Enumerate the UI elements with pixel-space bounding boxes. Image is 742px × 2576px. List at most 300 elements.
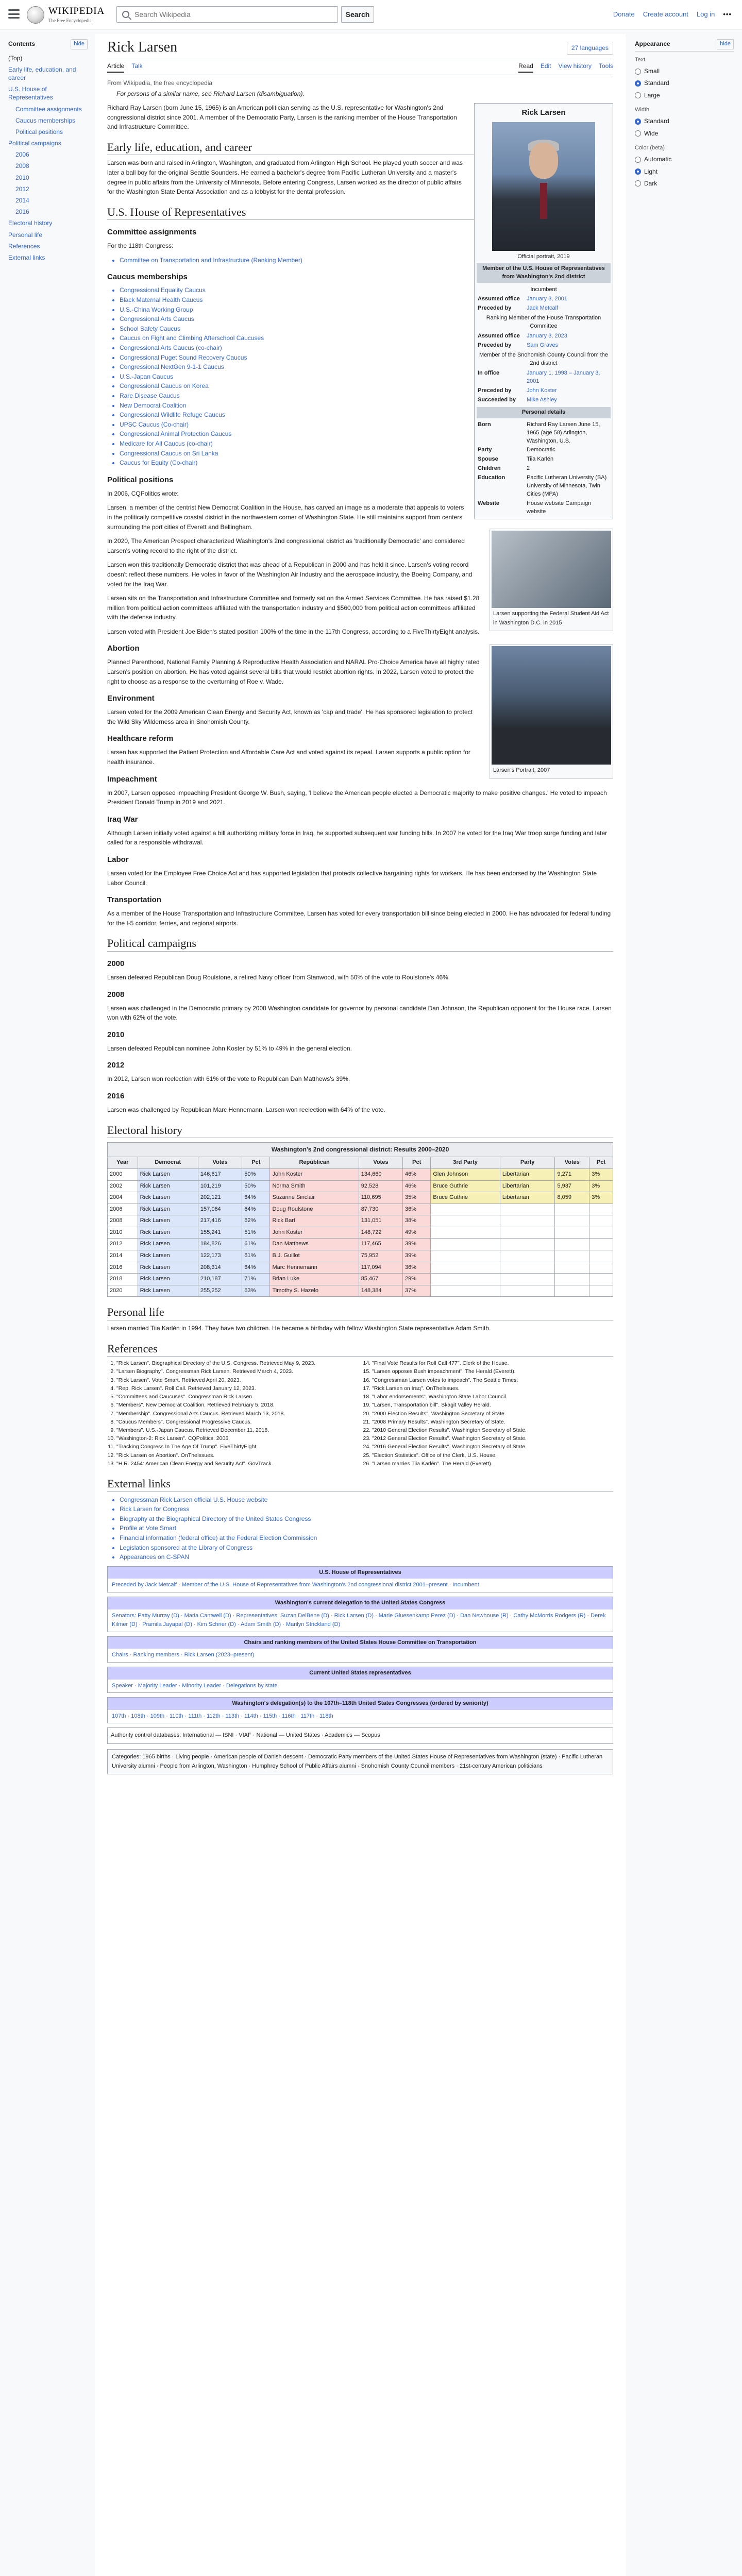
- portrait-thumbnail[interactable]: [490, 644, 613, 779]
- section-electoral-history: Electoral history: [107, 1123, 613, 1139]
- navbox-title[interactable]: U.S. House of Representatives: [108, 1567, 613, 1579]
- search-button[interactable]: Search: [341, 6, 374, 23]
- table-cell: [589, 1215, 613, 1227]
- table-cell: 39%: [403, 1239, 431, 1250]
- caucus-item[interactable]: • Congressional Caucus on Sri Lanka: [120, 449, 613, 459]
- table-row: [108, 1250, 613, 1262]
- reference-item[interactable]: 4. "Rep. Rick Larsen". Roll Call. Retrieved January 12, 2023.: [116, 1385, 358, 1393]
- caucus-item[interactable]: • Rare Disease Caucus: [120, 391, 613, 401]
- table-cell: 255,252: [198, 1285, 242, 1297]
- subsection-2000: 2000: [107, 959, 125, 968]
- caucus-item[interactable]: • Congressional Puget Sound Recovery Caucus: [120, 353, 613, 363]
- caucus-item[interactable]: • New Democrat Coalition: [120, 401, 613, 411]
- infobox-key: Education: [478, 474, 505, 481]
- reference-item[interactable]: 7. "Membership". Congressional Arts Caucus. Retrieved March 13, 2018.: [116, 1410, 358, 1418]
- toc-item[interactable]: References: [8, 242, 40, 250]
- table-cell[interactable]: [431, 1215, 500, 1227]
- reference-item[interactable]: 23. "2012 General Election Results". Washington Secretary of State.: [372, 1435, 613, 1443]
- table-cell: 217,416: [198, 1215, 242, 1227]
- external-link[interactable]: • Financial information (federal office) at the Federal Election Commission: [120, 1533, 613, 1543]
- infobox-value[interactable]: John Koster: [527, 387, 557, 394]
- external-links-list: [120, 1495, 613, 1562]
- table-of-contents: [8, 39, 88, 263]
- table-cell[interactable]: John Koster: [270, 1168, 359, 1180]
- caucus-item[interactable]: • Congressional Animal Protection Caucus: [120, 429, 613, 439]
- categories-box[interactable]: Categories: 1965 births · Living people · American people of Danish descent · Democratic Party members of the United States House of Representatives from Washington (state) · Pacific Lutheran University alumni · People from Arlington, Washington · Humphrey School of Public Affairs alumni · Snohomish County Council members · 21st-century American politicians: [107, 1749, 613, 1774]
- toc-item[interactable]: Early life, education, and career: [8, 65, 76, 81]
- subsection-positions: Political positions: [107, 475, 174, 484]
- infobox-office-rows: [477, 285, 611, 405]
- infobox-value[interactable]: January 3, 2001: [527, 296, 567, 302]
- table-cell[interactable]: Rick Larsen: [138, 1192, 198, 1204]
- table-cell[interactable]: [431, 1250, 500, 1262]
- toc-item[interactable]: Caucus memberships: [15, 116, 76, 124]
- subsection-caucuses: Caucus memberships: [107, 273, 188, 282]
- appearance-hide-button[interactable]: hide: [717, 39, 734, 49]
- table-cell[interactable]: Timothy S. Hazelo: [270, 1285, 359, 1297]
- infobox-key: Assumed office: [478, 333, 520, 340]
- caucus-item[interactable]: • Medicare for All Caucus (co-chair): [120, 439, 613, 449]
- caucus-item[interactable]: • Congressional NextGen 9-1-1 Caucus: [120, 362, 613, 372]
- radio-button[interactable]: [635, 80, 641, 87]
- table-cell[interactable]: Bruce Guthrie: [431, 1180, 500, 1192]
- tab-read[interactable]: Read: [518, 61, 533, 72]
- reference-item[interactable]: 26. "Larsen marries Tiia Karlén". The Herald (Everett).: [372, 1460, 613, 1468]
- toc-item[interactable]: 2016: [15, 208, 29, 216]
- caucus-item[interactable]: • School Safety Caucus: [120, 324, 613, 334]
- color-options: [635, 154, 734, 190]
- caucus-item[interactable]: • Congressional Arts Caucus (co-chair): [120, 343, 613, 353]
- toc-item[interactable]: 2012: [15, 185, 29, 193]
- portrait-thumbnail-image[interactable]: [492, 646, 611, 765]
- reference-item[interactable]: 14. "Final Vote Results for Roll Call 477". Clerk of the House.: [372, 1360, 613, 1367]
- table-cell: 148,722: [359, 1227, 402, 1239]
- table-header-cell: Democrat: [138, 1157, 198, 1169]
- navbox-title[interactable]: Current United States representatives: [108, 1667, 613, 1680]
- reference-item[interactable]: 20. "2000 Election Results". Washington Secretary of State.: [372, 1410, 613, 1418]
- infobox-row: [477, 499, 611, 517]
- table-cell: 3%: [589, 1192, 613, 1204]
- table-cell: 92,528: [359, 1180, 402, 1192]
- subsection-2008: 2008: [107, 990, 125, 999]
- table-header-cell: Votes: [359, 1157, 402, 1169]
- reference-item[interactable]: 5. "Committees and Caucuses". Congressman Rick Larsen.: [116, 1393, 358, 1401]
- table-cell: 87,730: [359, 1204, 402, 1215]
- radio-button[interactable]: [635, 130, 641, 137]
- toc-item[interactable]: Personal life: [8, 231, 43, 239]
- infobox-value[interactable]: January 3, 2023: [527, 333, 567, 340]
- table-cell: [589, 1239, 613, 1250]
- table-cell: [500, 1250, 555, 1262]
- page-tabs: [107, 59, 613, 75]
- table-cell: 2008: [108, 1215, 138, 1227]
- external-link[interactable]: • Appearances on C-SPAN: [120, 1552, 613, 1562]
- table-cell: 75,952: [359, 1250, 402, 1262]
- text-size-option[interactable]: [635, 65, 734, 77]
- table-cell: [555, 1239, 589, 1250]
- infobox-value: 2: [527, 465, 530, 472]
- table-cell: [589, 1250, 613, 1262]
- positions-paragraph: In 2006, CQPolitics wrote:: [107, 489, 179, 497]
- color-option[interactable]: [635, 154, 734, 165]
- width-option[interactable]: [635, 128, 734, 140]
- table-cell[interactable]: [431, 1204, 500, 1215]
- infobox-key: Spouse: [478, 456, 498, 463]
- infobox-value[interactable]: January 1, 1998 – January 3, 2001: [527, 369, 600, 384]
- table-cell: 2010: [108, 1227, 138, 1239]
- search-input[interactable]: [134, 10, 338, 19]
- infobox-key: Preceded by: [478, 387, 512, 394]
- positions-paragraph: Larsen voted with President Joe Biden's stated position 100% of the time in the 117th Congress, according to a FiveThirtyEight analysis.: [107, 628, 480, 635]
- tab-tools[interactable]: Tools: [598, 62, 613, 70]
- table-cell: 46%: [403, 1168, 431, 1180]
- thumbnail-figure[interactable]: [490, 529, 613, 631]
- color-option[interactable]: [635, 178, 734, 190]
- width-label: Width: [635, 106, 650, 113]
- toc-item[interactable]: 2010: [15, 174, 29, 181]
- infobox-row: [477, 455, 611, 464]
- table-cell[interactable]: Rick Larsen: [138, 1262, 198, 1274]
- toc-item[interactable]: Political campaigns: [8, 140, 61, 147]
- table-cell[interactable]: Bruce Guthrie: [431, 1192, 500, 1204]
- authority-control[interactable]: Authority control databases: International — ISNI · VIAF · National — United States · Academics — Scopus: [107, 1727, 613, 1744]
- subsection-2012: 2012: [107, 1061, 125, 1070]
- table-cell[interactable]: Rick Larsen: [138, 1168, 198, 1180]
- table-header-cell: 3rd Party: [431, 1157, 500, 1169]
- tab-article[interactable]: Article: [107, 61, 124, 72]
- infobox-heading: Member of the Snohomish County Council from the 2nd district: [479, 352, 609, 367]
- table-cell: 64%: [242, 1192, 270, 1204]
- navbox-body[interactable]: Senators: Patty Murray (D) · Maria Cantwell (D) · Representatives: Suzan DelBene (D) · Rick Larsen (D) · Marie Gluesenkamp Perez (D) · Dan Newhouse (R) · Cathy McMorris Rodgers (R) · Derek Kilmer (D) · Pramila Jayapal (D) · Kim Schrier (D) · Adam Smith (D) · Marilyn Strickland (D): [112, 1612, 606, 1628]
- table-cell: 155,241: [198, 1227, 242, 1239]
- toc-hide-button[interactable]: hide: [71, 39, 88, 49]
- infobox-key: Assumed office: [478, 296, 520, 302]
- table-row: [108, 1215, 613, 1227]
- campaign-2008-text: Larsen was challenged in the Democratic primary by 2008 Washington candidate for governor by personal candidate Dan Johnson, the Republican opponent for the House race. Larsen won with 62% of the vote.: [107, 1004, 612, 1022]
- reference-item[interactable]: 17. "Rick Larsen on Iraq". OnTheIssues.: [372, 1385, 613, 1393]
- site-header: [0, 0, 742, 30]
- page-title: Rick Larsen: [107, 39, 178, 55]
- toc-item[interactable]: 2008: [15, 162, 29, 170]
- infobox-row: [477, 341, 611, 350]
- reference-item[interactable]: 21. "2008 Primary Results". Washington Secretary of State.: [372, 1418, 613, 1426]
- reference-item[interactable]: 16. "Congressman Larsen votes to impeach". The Seattle Times.: [372, 1377, 613, 1384]
- caucus-item[interactable]: • Congressional Caucus on Korea: [120, 381, 613, 391]
- infobox-key: Preceded by: [478, 305, 512, 312]
- caucus-item[interactable]: • U.S.-Japan Caucus: [120, 372, 613, 382]
- table-cell: 184,826: [198, 1239, 242, 1250]
- table-cell: 134,660: [359, 1168, 402, 1180]
- text-size-option[interactable]: [635, 77, 734, 89]
- reference-item[interactable]: 25. "Election Statistics". Office of the Clerk, U.S. House.: [372, 1452, 613, 1460]
- infobox-row: [477, 304, 611, 313]
- reference-item[interactable]: 12. "Rick Larsen on Abortion". OnTheIssues.: [116, 1452, 358, 1460]
- table-cell[interactable]: [431, 1239, 500, 1250]
- table-header-cell: Pct: [403, 1157, 431, 1169]
- table-cell: [500, 1262, 555, 1274]
- section-personal-life: Personal life: [107, 1305, 613, 1320]
- table-cell: [555, 1262, 589, 1274]
- caucus-item[interactable]: • Congressional Arts Caucus: [120, 314, 613, 324]
- table-cell: Libertarian: [500, 1180, 555, 1192]
- table-cell[interactable]: Rick Larsen: [138, 1180, 198, 1192]
- reference-item[interactable]: 13. "H.R. 2454: American Clean Energy and Security Act". GovTrack.: [116, 1460, 358, 1468]
- infobox-row: [477, 464, 611, 473]
- navbox-title[interactable]: Washington's current delegation to the United States Congress: [108, 1597, 613, 1609]
- tab-talk[interactable]: Talk: [131, 62, 143, 70]
- caucus-item[interactable]: • UPSC Caucus (Co-chair): [120, 420, 613, 430]
- electoral-table-header: [108, 1157, 613, 1169]
- radio-button[interactable]: [635, 157, 641, 163]
- toc-item[interactable]: Committee assignments: [15, 105, 82, 113]
- infobox-row: [477, 446, 611, 455]
- electoral-table-body: [108, 1168, 613, 1297]
- external-link[interactable]: • Congressman Rick Larsen official U.S. House website: [120, 1495, 613, 1505]
- table-cell[interactable]: Dan Matthews: [270, 1239, 359, 1250]
- caucus-item[interactable]: • Congressional Wildlife Refuge Caucus: [120, 410, 613, 420]
- caucus-item[interactable]: • U.S.-China Working Group: [120, 305, 613, 315]
- infobox-value[interactable]: Jack Metcalf: [527, 305, 559, 312]
- hatnote: For persons of a similar name, see Richard Larsen (disambiguation).: [116, 90, 305, 97]
- table-cell: 2006: [108, 1204, 138, 1215]
- table-cell: [555, 1274, 589, 1285]
- table-cell: [589, 1274, 613, 1285]
- section-early-life: Early life, education, and career: [107, 140, 613, 156]
- table-cell: [500, 1227, 555, 1239]
- radio-button[interactable]: [635, 92, 641, 98]
- navbox-body[interactable]: Chairs · Ranking members · Rick Larsen (2023–present): [112, 1652, 255, 1658]
- table-cell[interactable]: Rick Larsen: [138, 1274, 198, 1285]
- table-cell[interactable]: [431, 1227, 500, 1239]
- appearance-header: [635, 39, 734, 52]
- table-cell: 38%: [403, 1215, 431, 1227]
- table-cell[interactable]: Glen Johnson: [431, 1168, 500, 1180]
- table-cell: 39%: [403, 1250, 431, 1262]
- reference-item[interactable]: 3. "Rick Larsen". Vote Smart. Retrieved April 20, 2023.: [116, 1377, 358, 1384]
- toc-item[interactable]: 2014: [15, 197, 29, 205]
- main-menu-icon[interactable]: [8, 9, 20, 19]
- reference-item[interactable]: 10. "Washington-2: Rick Larsen". CQPolitics. 2006.: [116, 1435, 358, 1443]
- subsection-transportation: Transportation: [107, 895, 162, 905]
- table-cell: 35%: [403, 1192, 431, 1204]
- globe-icon: [27, 6, 44, 24]
- reference-item[interactable]: 24. "2016 General Election Results". Washington Secretary of State.: [372, 1443, 613, 1451]
- radio-button[interactable]: [635, 118, 641, 125]
- reference-item[interactable]: 8. "Caucus Members". Congressional Progressive Caucus.: [116, 1418, 358, 1426]
- article: [95, 34, 626, 2576]
- infobox-value[interactable]: Sam Graves: [527, 342, 559, 349]
- table-cell[interactable]: Rick Larsen: [138, 1215, 198, 1227]
- table-cell: 61%: [242, 1250, 270, 1262]
- navbox-body[interactable]: 107th · 108th · 109th · 110th · 111th · 112th · 113th · 114th · 115th · 116th · 117th · 118th: [112, 1713, 333, 1719]
- table-cell: Libertarian: [500, 1168, 555, 1180]
- navbox: [107, 1566, 613, 1592]
- donate-link[interactable]: Donate: [613, 10, 635, 18]
- table-cell: 202,121: [198, 1192, 242, 1204]
- wikipedia-logo[interactable]: [27, 5, 109, 25]
- subsection-environment: Environment: [107, 694, 155, 703]
- table-cell[interactable]: [431, 1285, 500, 1297]
- table-header-cell: Republican: [270, 1157, 359, 1169]
- navbox-title[interactable]: Chairs and ranking members of the United States House Committee on Transportation: [108, 1637, 613, 1649]
- search-icon: [122, 11, 129, 18]
- table-cell[interactable]: [431, 1262, 500, 1274]
- radio-button[interactable]: [635, 168, 641, 175]
- table-cell[interactable]: Norma Smith: [270, 1180, 359, 1192]
- infobox-row: [477, 386, 611, 396]
- tab-edit[interactable]: Edit: [540, 62, 551, 70]
- table-cell: 2002: [108, 1180, 138, 1192]
- table-cell: 61%: [242, 1239, 270, 1250]
- table-cell: 117,465: [359, 1239, 402, 1250]
- table-cell[interactable]: [431, 1274, 500, 1285]
- table-cell: 2012: [108, 1239, 138, 1250]
- tab-view-history[interactable]: View history: [558, 62, 592, 70]
- infobox-row: [477, 369, 611, 386]
- table-cell[interactable]: Rick Larsen: [138, 1227, 198, 1239]
- table-cell: 148,384: [359, 1285, 402, 1297]
- table-cell: 62%: [242, 1215, 270, 1227]
- caucus-item[interactable]: • Caucus on Fight and Climbing Afterschool Caucuses: [120, 333, 613, 343]
- reference-item[interactable]: 15. "Larsen opposes Bush impeachment". The Herald (Everett).: [372, 1368, 613, 1376]
- table-cell: 64%: [242, 1262, 270, 1274]
- table-cell[interactable]: Rick Larsen: [138, 1239, 198, 1250]
- section-campaigns: Political campaigns: [107, 936, 613, 952]
- subsection-iraq: Iraq War: [107, 815, 138, 824]
- navbox-body[interactable]: Speaker · Majority Leader · Minority Leader · Delegations by state: [112, 1682, 278, 1689]
- reference-item[interactable]: 1. "Rick Larsen". Biographical Directory of the U.S. Congress. Retrieved May 9, 2023.: [116, 1360, 358, 1367]
- table-cell: 51%: [242, 1227, 270, 1239]
- navbox: [107, 1597, 613, 1632]
- external-link[interactable]: • Profile at Vote Smart: [120, 1523, 613, 1533]
- section-references: References: [107, 1342, 613, 1357]
- radio-button[interactable]: [635, 180, 641, 187]
- toc-item[interactable]: External links: [8, 253, 45, 261]
- positions-paragraph: In 2020, The American Prospect characterized Washington's 2nd congressional district as 'traditionally Democratic' and considered Larsen's voting record to the right of the district.: [107, 537, 465, 554]
- reference-item[interactable]: 19. "Larsen, Transportation bill". Skagit Valley Herald.: [372, 1401, 613, 1409]
- table-cell[interactable]: B.J. Guillot: [270, 1250, 359, 1262]
- subsection-2010: 2010: [107, 1030, 125, 1039]
- personal-life-text: Larsen married Tiia Karlén in 1994. They have two children. He became a birthday with fellow Washington State representative Adam Smith.: [107, 1325, 491, 1332]
- infobox-value: Democratic: [527, 447, 555, 453]
- table-row: [108, 1239, 613, 1250]
- table-cell: 63%: [242, 1285, 270, 1297]
- reference-item[interactable]: 18. "Labor endorsements". Washington State Labor Council.: [372, 1393, 613, 1401]
- healthcare-text: Larsen has supported the Patient Protection and Affordable Care Act and voted against its repeal. Larsen supports a public option for health insurance.: [107, 749, 470, 766]
- table-cell: 71%: [242, 1274, 270, 1285]
- infobox-key: Born: [478, 421, 491, 428]
- reference-item[interactable]: 22. "2010 General Election Results". Washington Secretary of State.: [372, 1427, 613, 1434]
- radio-button[interactable]: [635, 69, 641, 75]
- table-cell: 208,314: [198, 1262, 242, 1274]
- search-box: [116, 6, 338, 23]
- table-cell: 36%: [403, 1204, 431, 1215]
- color-label: Color (beta): [635, 144, 665, 151]
- table-cell[interactable]: John Koster: [270, 1227, 359, 1239]
- language-button[interactable]: 27 languages: [567, 42, 613, 55]
- positions-paragraph: Larsen won this traditionally Democratic district that was ahead of a Republican in 2000 and has held it since. Larsen's voting record doesn't reflect these numbers. He votes in favor of the Washington Air Industry and the aerospace industry, the Boeing Company, and voted for the Iraq War.: [107, 561, 473, 588]
- reference-item[interactable]: 6. "Members". New Democrat Coalition. Retrieved February 5, 2018.: [116, 1401, 358, 1409]
- toc-item[interactable]: 2006: [15, 151, 29, 159]
- external-link[interactable]: • Rick Larsen for Congress: [120, 1504, 613, 1514]
- campaign-2012-text: In 2012, Larsen won reelection with 61% of the vote to Republican Dan Matthews's 39%.: [107, 1075, 350, 1083]
- caucus-item[interactable]: • Caucus for Equity (Co-chair): [120, 458, 613, 468]
- table-cell[interactable]: Brian Luke: [270, 1274, 359, 1285]
- toc-list: [8, 53, 88, 264]
- table-cell: 46%: [403, 1180, 431, 1192]
- table-cell[interactable]: Rick Bart: [270, 1215, 359, 1227]
- table-cell[interactable]: Marc Hennemann: [270, 1262, 359, 1274]
- table-cell[interactable]: Rick Larsen: [138, 1285, 198, 1297]
- toc-item[interactable]: U.S. House of Representatives: [8, 86, 53, 101]
- thumbnail-image[interactable]: [492, 531, 611, 608]
- table-cell[interactable]: Doug Roulstone: [270, 1204, 359, 1215]
- electoral-table: [107, 1142, 613, 1297]
- text-size-label: Text: [635, 56, 646, 63]
- table-row: [108, 1180, 613, 1192]
- radio-label: Dark: [644, 179, 657, 187]
- toc-item[interactable]: Political positions: [15, 128, 63, 135]
- caucus-item[interactable]: • Congressional Equality Caucus: [120, 285, 613, 295]
- table-cell: [589, 1262, 613, 1274]
- infobox-name: Rick Larsen: [521, 108, 566, 117]
- table-cell[interactable]: Rick Larsen: [138, 1204, 198, 1215]
- reference-item[interactable]: 2. "Larsen Biography". Congressman Rick Larsen. Retrieved March 4, 2023.: [116, 1368, 358, 1376]
- committee-intro: For the 118th Congress:: [107, 242, 174, 250]
- electoral-table-caption: Washington's 2nd congressional district: Results 2000–2020: [107, 1142, 613, 1157]
- width-option[interactable]: [635, 115, 734, 127]
- external-link[interactable]: • Biography at the Biographical Directory of the United States Congress: [120, 1514, 613, 1524]
- radio-label: Large: [644, 91, 660, 99]
- user-links: [613, 9, 732, 20]
- toc-item[interactable]: Electoral history: [8, 219, 53, 227]
- navbox-body[interactable]: Preceded by Jack Metcalf · Member of the U.S. House of Representatives from Washington's 2nd congressional district 2001–present · Incumbent: [112, 1582, 479, 1588]
- infobox-office[interactable]: Member of the U.S. House of Representatives from Washington's 2nd district: [477, 263, 611, 283]
- table-cell[interactable]: Suzanne Sinclair: [270, 1192, 359, 1204]
- login-link[interactable]: Log in: [696, 10, 715, 18]
- toc-item[interactable]: (Top): [8, 54, 23, 62]
- caucus-item[interactable]: • Black Maternal Health Caucus: [120, 295, 613, 305]
- reference-item[interactable]: 11. "Tracking Congress In The Age Of Trump". FiveThirtyEight.: [116, 1443, 358, 1451]
- create-account-link[interactable]: Create account: [643, 10, 688, 18]
- intro-paragraph: Richard Ray Larsen (born June 15, 1965) is an American politician serving as the U.S. representative for Washington's 2nd congressional district since 2001. A member of the Democratic Party, Larsen is the ranking member of the House Transportation and Infrastructure Committee.: [107, 104, 457, 131]
- wordmark: WIKIPEDIA: [48, 5, 105, 16]
- color-option[interactable]: [635, 166, 734, 178]
- table-cell: 3%: [589, 1168, 613, 1180]
- table-cell: 157,064: [198, 1204, 242, 1215]
- table-cell[interactable]: Rick Larsen: [138, 1250, 198, 1262]
- external-link[interactable]: • Legislation sponsored at the Library of Congress: [120, 1543, 613, 1553]
- table-cell: 49%: [403, 1227, 431, 1239]
- committee-item[interactable]: • Committee on Transportation and Infrastructure (Ranking Member): [120, 256, 613, 265]
- table-cell: 85,467: [359, 1274, 402, 1285]
- infobox-key: Party: [478, 447, 492, 453]
- reference-item[interactable]: 9. "Members". U.S.-Japan Caucus. Retrieved December 11, 2018.: [116, 1427, 358, 1434]
- portrait-image[interactable]: [492, 122, 595, 251]
- impeachment-text: In 2007, Larsen opposed impeaching President George W. Bush, saying, 'I believe the American people elected a Democratic majority to make positive changes.' He voted to impeach President Donald Trump in 2019 and 2021.: [107, 789, 607, 806]
- table-cell: 9,271: [555, 1168, 589, 1180]
- subsection-committees: Committee assignments: [107, 228, 197, 237]
- navbox-title[interactable]: Washington's delegation(s) to the 107th–118th United States Congresses (ordered by seniority): [108, 1698, 613, 1710]
- table-row: [108, 1227, 613, 1239]
- navbox: [107, 1697, 613, 1723]
- title-row: [107, 38, 613, 59]
- infobox-key: Children: [478, 465, 501, 472]
- table-cell: Libertarian: [500, 1192, 555, 1204]
- infobox-value[interactable]: Mike Ashley: [527, 396, 557, 403]
- more-options-icon[interactable]: •••: [723, 10, 732, 18]
- text-size-option[interactable]: [635, 90, 734, 101]
